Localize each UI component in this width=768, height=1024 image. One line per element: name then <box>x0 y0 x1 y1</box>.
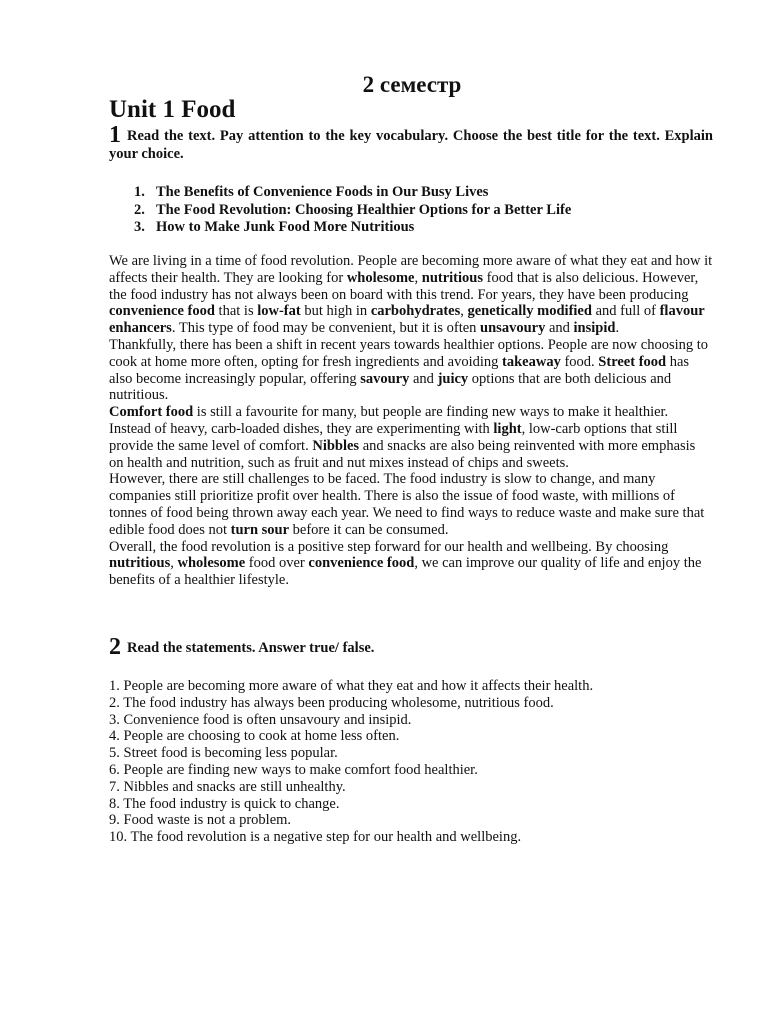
statement: 3. Convenience food is often unsavoury and insipid. <box>109 711 412 728</box>
key-word: Nibbles <box>312 437 360 454</box>
key-word: convenience food <box>109 303 215 320</box>
title-option <box>109 202 571 220</box>
title-option <box>109 219 571 237</box>
statement: 7. Nibbles and snacks are still unhealthy. <box>109 778 346 795</box>
option-number: 1. <box>134 184 145 200</box>
option-text: The Benefits of Convenience Foods in Our Busy Lives <box>156 184 489 200</box>
title-options-list <box>109 184 571 237</box>
statement: 9. Food waste is not a problem. <box>109 812 292 829</box>
statement: 10. The food revolution is a negative step for our health and wellbeing. <box>109 829 522 846</box>
task-2-instruction <box>109 634 374 661</box>
task-1-number: 1 <box>109 122 121 148</box>
key-word: genetically modified <box>467 303 592 320</box>
key-word: unsavoury <box>480 320 546 337</box>
key-word: low-fat <box>257 303 301 320</box>
paragraph-5: Overall, the food revolution is a positive step forward for our health and wellbeing. By choosing nutritious, wholesome food over convenience food, we can improve our quality of life and enjoy the benefits of a healthier lifestyle. <box>109 538 702 589</box>
statement: 4. People are choosing to cook at home less often. <box>109 728 400 745</box>
key-word: nutritious <box>109 555 171 572</box>
statements-list <box>109 678 593 846</box>
task-1-text: Read the text. Pay attention to the key vocabulary. Choose the best title for the text. Explain your choice. <box>109 128 713 162</box>
key-word: convenience food <box>308 555 415 572</box>
semester-heading: 2 семестр <box>362 72 462 97</box>
statement: 2. The food industry has always been producing wholesome, nutritious food. <box>109 694 554 711</box>
unit-title: Unit 1 Food <box>109 96 236 123</box>
key-word: flavour enhancers <box>109 303 705 337</box>
paragraph-2: Thankfully, there has been a shift in recent years towards healthier options. People are now choosing to cook at home more often, opting for fresh ingredients and avoiding takeaway food. Street food has also become increasingly popular, offering savoury and juicy options that are both delicious and nutritious. <box>109 336 709 404</box>
key-word: juicy <box>437 370 469 387</box>
task-2-number: 2 <box>109 634 121 660</box>
key-word: insipid <box>573 320 616 337</box>
key-word: light <box>493 420 522 437</box>
key-word: takeaway <box>502 353 561 370</box>
key-word: savoury <box>360 370 410 387</box>
key-word: turn sour <box>230 521 290 538</box>
key-word: wholesome <box>346 269 415 286</box>
statement: 1. People are becoming more aware of what they eat and how it affects their health. <box>109 678 594 694</box>
option-text: How to Make Junk Food More Nutritious <box>156 219 415 235</box>
reading-text <box>109 253 713 589</box>
key-word: Street food <box>598 353 667 370</box>
paragraph-1: We are living in a time of food revolution. People are becoming more aware of what they eat and how it affects their health. They are looking for wholesome, nutritious food that is also delicious. However, the food industry has not always been on board with this trend. For years, they have been producing convenience food that is low-fat but high in carbohydrates, genetically modified and full of flavour enhancers. This type of food may be convenient, but it is often unsavoury and insipid. <box>109 253 713 337</box>
option-number: 2. <box>134 201 145 218</box>
title-option <box>109 184 571 202</box>
key-word: nutritious <box>421 269 483 286</box>
statement: 6. People are finding new ways to make comfort food healthier. <box>109 761 478 778</box>
task-2-text: Read the statements. Answer true/ false. <box>127 640 375 656</box>
option-number: 3. <box>134 219 145 235</box>
statement: 8. The food industry is quick to change. <box>109 795 340 812</box>
task-1-instruction <box>109 122 713 163</box>
statement: 5. Street food is becoming less popular. <box>109 745 338 762</box>
paragraph-4: However, there are still challenges to be faced. The food industry is slow to change, and many companies still prioritize profit over health. There is also the issue of food waste, with millions of tonnes of food being thrown away each year. We need to find ways to reduce waste and make sure that edible food does not turn sour before it can be consumed. <box>109 471 705 538</box>
option-text: The Food Revolution: Choosing Healthier Options for a Better Life <box>156 201 572 218</box>
key-word: carbohydrates <box>370 303 461 320</box>
key-word: wholesome <box>177 555 246 572</box>
key-word: Comfort food <box>109 404 194 421</box>
paragraph-3: Comfort food is still a favourite for many, but people are finding new ways to make it healthier. Instead of heavy, carb-loaded dishes, they are experimenting with light, low-carb options that still provide the same level of comfort. Nibbles and snacks are also being reinvented with more emphasis on health and nutrition, such as fruit and nut mixes instead of chips and sweets. <box>109 404 696 471</box>
